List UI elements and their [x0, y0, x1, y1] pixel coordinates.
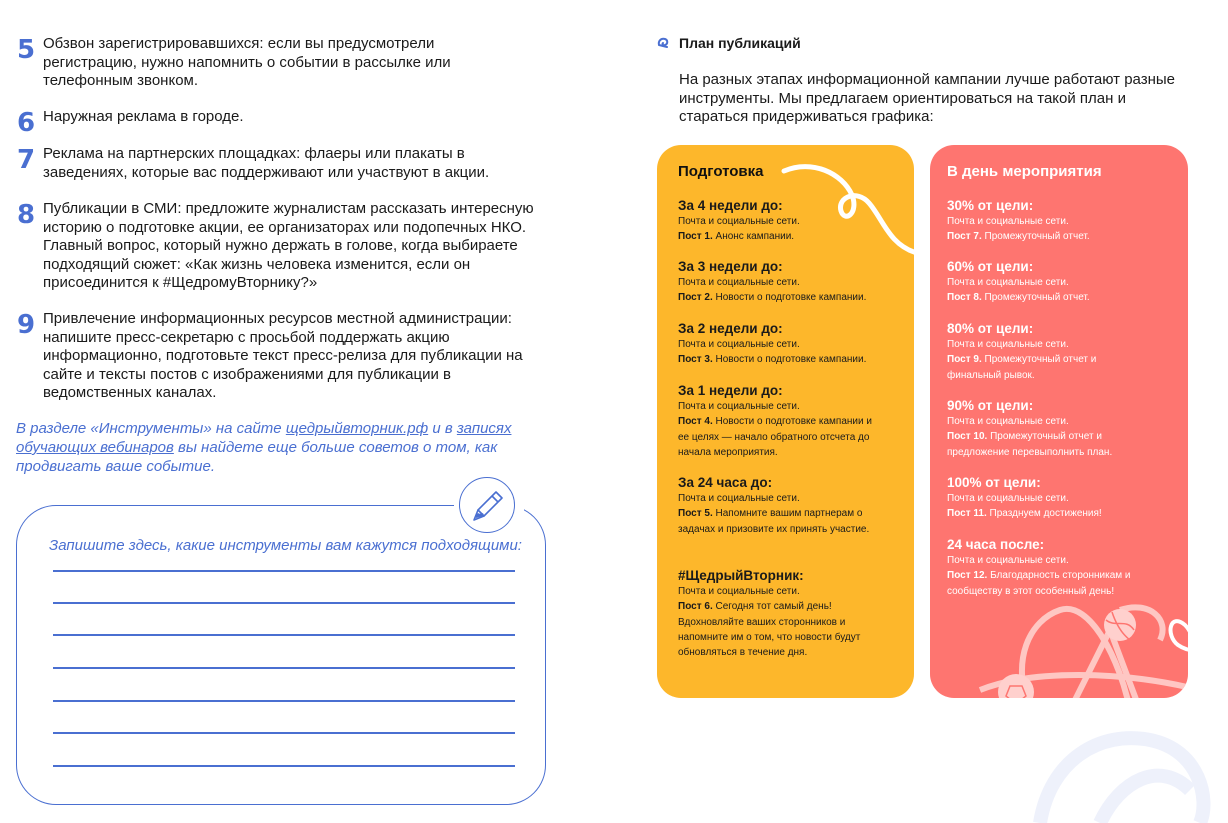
stage-item: [678, 568, 868, 660]
list-item: [17, 310, 533, 403]
stage-item: [947, 259, 1177, 306]
stage-channel: Почта и социальные сети.: [678, 277, 800, 288]
stage-post: Пост 10. Промежуточный отчет и предложение перевыполнить план.: [947, 431, 1113, 458]
stage-post: Пост 4. Новости о подготовке кампании и ее целях — начало обратного отсчета до начала мероприятия.: [678, 416, 872, 458]
writing-line[interactable]: [53, 667, 515, 669]
stage-heading: 90% от цели:: [947, 398, 1034, 413]
stage-heading: 100% от цели:: [947, 475, 1041, 490]
stage-post: Пост 9. Промежуточный отчет и финальный рывок.: [947, 354, 1097, 381]
atom-balls-decoration: [970, 600, 1188, 698]
writing-line[interactable]: [53, 570, 515, 572]
stage-post: Пост 5. Напомните вашим партнерам о задачах и призовите их принять участие.: [678, 508, 870, 535]
stage-heading: 80% от цели:: [947, 321, 1034, 336]
stage-heading: За 2 недели до:: [678, 321, 783, 336]
stage-channel: Почта и социальные сети.: [947, 339, 1069, 350]
stage-item: [678, 475, 878, 537]
notes-box: [16, 505, 546, 805]
stage-item: [678, 383, 878, 460]
plan-title: План публикаций: [679, 35, 801, 51]
stage-item: [678, 198, 908, 245]
note-text: В разделе «Инструменты» на сайте: [16, 420, 286, 437]
plan-intro: На разных этапах информационной кампании лучше работают разные инструменты. Мы предлагаем ориентироваться на такой план и стараться придерживаться графика:: [679, 71, 1176, 125]
event-day-title: В день мероприятия: [947, 163, 1102, 180]
stage-post: Пост 12. Благодарность сторонникам и сообществу в этот особенный день!: [947, 570, 1131, 597]
stage-heading: За 1 недели до:: [678, 383, 783, 398]
stage-channel: Почта и социальные сети.: [678, 216, 800, 227]
stage-heading: 60% от цели:: [947, 259, 1034, 274]
stage-post: Пост 3. Новости о подготовке кампании.: [678, 354, 867, 366]
stage-channel: Почта и социальные сети.: [947, 555, 1069, 566]
stage-item: [947, 198, 1177, 245]
item-text: Наружная реклама в городе.: [43, 108, 244, 125]
notes-prompt: Запишите здесь, какие инструменты вам кажутся подходящими:: [49, 537, 522, 554]
list-item: [17, 145, 533, 182]
site-link[interactable]: щедрыйвторник.рф: [285, 420, 429, 437]
item-number: 9: [17, 310, 36, 340]
writing-line[interactable]: [53, 700, 515, 702]
writing-line[interactable]: [53, 765, 515, 767]
item-number: 7: [17, 145, 36, 175]
stage-item: [678, 259, 908, 306]
stage-item: [947, 537, 1147, 599]
stage-channel: Почта и социальные сети.: [678, 493, 800, 504]
event-day-card: [930, 145, 1188, 698]
stage-post: Пост 1. Анонс кампании.: [678, 231, 795, 243]
stage-item: [947, 475, 1177, 522]
stage-post: Пост 8. Промежуточный отчет.: [947, 292, 1090, 304]
item-text: Реклама на партнерских площадках: флаеры или плакаты в заведениях, которые вас поддерживают или участвуют в акции.: [43, 145, 490, 181]
stage-item: [947, 321, 1107, 383]
item-number: 8: [17, 200, 36, 230]
swirl-bullet-icon: [657, 37, 669, 49]
note-text: вы найдете еще больше советов о том, как продвигать ваше событие.: [16, 439, 498, 475]
stage-channel: Почта и социальные сети.: [947, 493, 1069, 504]
stage-heading: #ЩедрыйВторник:: [678, 568, 804, 583]
pencil-heart-icon: [459, 477, 515, 533]
writing-line[interactable]: [53, 732, 515, 734]
item-text: Обзвон зарегистрировавшихся: если вы предусмотрели регистрацию, нужно напомнить о событии в рассылке или телефонным звонком.: [43, 35, 451, 90]
item-text: Публикации в СМИ: предложите журналистам рассказать интересную историю о подготовке акции, ее организаторах или подопечных НКО. Главный вопрос, который нужно держать в голове, когда выбираете подходящий сюжет: «Как жизнь человека изменится, если он присоединится к #ЩедромуВторнику?»: [43, 200, 534, 292]
note-text: и в: [428, 420, 457, 437]
stage-heading: За 24 часа до:: [678, 475, 773, 490]
stage-post: Пост 2. Новости о подготовке кампании.: [678, 292, 867, 304]
list-item: [17, 35, 483, 91]
stage-item: [947, 398, 1147, 460]
stage-channel: Почта и социальные сети.: [678, 339, 800, 350]
stage-post: Пост 7. Промежуточный отчет.: [947, 231, 1090, 243]
writing-line[interactable]: [53, 602, 515, 604]
list-item: [17, 200, 548, 293]
stage-channel: Почта и социальные сети.: [678, 401, 800, 412]
item-number: 6: [17, 108, 36, 138]
plan-heading: [657, 35, 801, 51]
tools-note: [16, 419, 536, 476]
stage-channel: Почта и социальные сети.: [947, 216, 1069, 227]
stage-post: Пост 6. Сегодня тот самый день! Вдохновляйте ваших сторонников и напомните им о том, что новости будут обновляться в течение дня.: [678, 601, 861, 659]
stage-heading: За 3 недели до:: [678, 259, 783, 274]
stage-heading: За 4 недели до:: [678, 198, 783, 213]
stage-channel: Почта и социальные сети.: [678, 586, 800, 597]
prep-title: Подготовка: [678, 163, 764, 180]
webinars-link[interactable]: записях обучающих вебинаров: [16, 420, 512, 456]
stage-heading: 30% от цели:: [947, 198, 1034, 213]
stage-heading: 24 часа после:: [947, 537, 1045, 552]
left-column: [0, 0, 600, 823]
item-number: 5: [17, 35, 36, 65]
stage-post: Пост 11. Празднуем достижения!: [947, 508, 1102, 520]
prep-card: [657, 145, 914, 698]
stage-channel: Почта и социальные сети.: [947, 277, 1069, 288]
writing-line[interactable]: [53, 634, 515, 636]
stage-item: [678, 321, 908, 368]
background-atom-decoration: [960, 690, 1228, 823]
list-item: [17, 108, 563, 138]
stage-channel: Почта и социальные сети.: [947, 416, 1069, 427]
item-text: Привлечение информационных ресурсов местной администрации: напишите пресс-секретарю с просьбой поддержать акцию информационно, подготовьте текст пресс-релиза для публикации на сайте и тексты постов с изображениями для публикации в ведомственных каналах.: [43, 310, 523, 402]
